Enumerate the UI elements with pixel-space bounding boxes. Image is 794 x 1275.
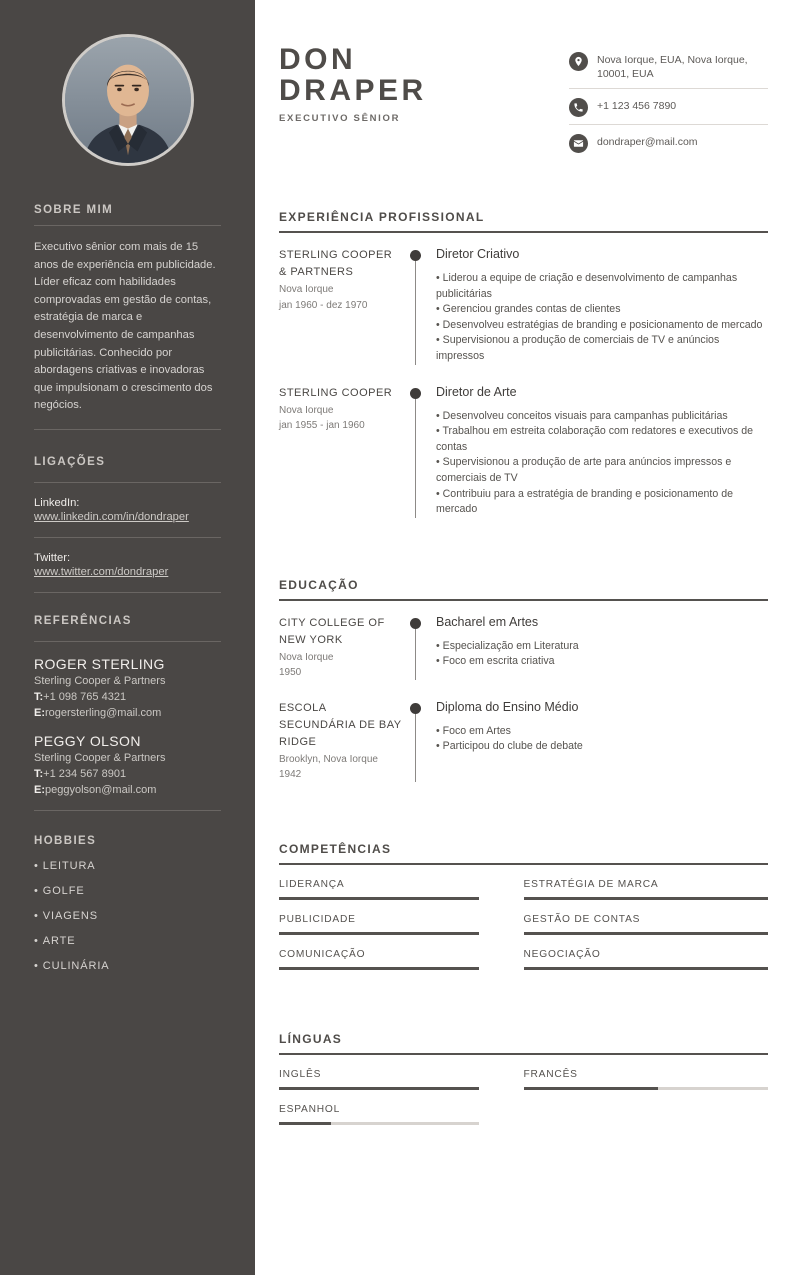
entry-title: Diploma do Ensino Médio	[436, 699, 579, 714]
contact-email	[569, 134, 768, 160]
bullet-icon: •	[34, 934, 39, 947]
entry-meta	[279, 615, 415, 680]
last-name: DRAPER	[279, 74, 427, 107]
entry-body	[415, 385, 768, 518]
contact-phone-text: +1 123 456 7890	[597, 100, 677, 112]
experience-entry	[279, 385, 768, 538]
skill-bar	[279, 897, 479, 900]
phone-label: T:	[34, 767, 44, 780]
timeline-rail	[415, 389, 416, 518]
bullet-icon: •	[34, 859, 39, 872]
entry-body	[415, 247, 768, 365]
hobby-label: ARTE	[42, 934, 76, 947]
hobby-item	[34, 960, 221, 972]
link-label: Twitter:	[34, 551, 71, 564]
divider	[34, 810, 221, 811]
envelope-icon	[569, 134, 588, 153]
divider	[34, 537, 221, 538]
entry-body	[415, 615, 768, 680]
entry-dates: 1950	[279, 667, 302, 679]
languages-section	[279, 1032, 768, 1139]
experience-entry	[279, 247, 768, 385]
experience-timeline	[279, 247, 768, 538]
skill-item	[524, 914, 769, 935]
skill-bar-fill	[524, 967, 769, 970]
language-bar	[279, 1122, 479, 1125]
reference-email	[34, 784, 221, 796]
reference-item	[34, 656, 221, 719]
main-content	[255, 0, 794, 1275]
hobby-item	[34, 935, 221, 947]
entry-body	[415, 700, 768, 782]
hobby-item	[34, 910, 221, 922]
divider	[34, 482, 221, 483]
entry-title: Diretor de Arte	[436, 384, 517, 399]
phone-icon	[569, 98, 588, 117]
language-item	[279, 1104, 524, 1125]
entry-location: Nova Iorque	[279, 404, 334, 416]
language-item	[524, 1069, 769, 1090]
skill-label: PUBLICIDADE	[279, 913, 356, 925]
phone-value: +1 234 567 8901	[43, 767, 127, 780]
hobby-item	[34, 885, 221, 897]
entry-organization: STERLING COOPER & PARTNERS	[279, 249, 393, 278]
skill-item	[279, 879, 524, 900]
contact-email-text: dondraper@mail.com	[597, 136, 698, 148]
entry-bullets	[436, 639, 768, 670]
reference-phone	[34, 691, 221, 703]
bullet-line: • Foco em escrita criativa	[436, 655, 555, 668]
skill-bar-fill	[279, 897, 479, 900]
hobby-label: VIAGENS	[42, 909, 98, 922]
skill-bar-fill	[279, 932, 479, 935]
about-text: Executivo sênior com mais de 15 anos de experiência em publicidade. Líder eficaz com habilidades comprovadas em gestão de contas, estratégia de marca e desenvolvimento de campanhas publicitárias. Conhecido por abordagens criativas e inovadoras que impulsionam o crescimento dos negócios.	[34, 239, 221, 430]
email-label: E:	[34, 706, 45, 719]
bullet-line: • Participou do clube de debate	[436, 740, 583, 753]
timeline-dot-icon	[410, 703, 421, 714]
education-heading: EDUCAÇÃO	[279, 578, 768, 601]
entry-title: Bacharel em Artes	[436, 614, 539, 629]
bullet-icon: •	[34, 909, 39, 922]
skill-item	[279, 914, 524, 935]
skill-bar	[279, 967, 479, 970]
language-label: FRANCÊS	[523, 1068, 578, 1080]
skill-bar	[524, 967, 769, 970]
hobbies-heading: HOBBIES	[34, 834, 97, 847]
language-bar-fill	[524, 1087, 658, 1090]
reference-email	[34, 707, 221, 719]
skill-bar-fill	[279, 967, 479, 970]
link-label: LinkedIn:	[34, 496, 80, 509]
hobby-label: LEITURA	[42, 859, 96, 872]
link-url[interactable]: www.linkedin.com/in/dondraper	[34, 510, 189, 523]
avatar-wrap	[34, 0, 221, 166]
bullet-icon: •	[34, 884, 39, 897]
email-label: E:	[34, 783, 45, 796]
skill-label: ESTRATÉGIA DE MARCA	[523, 878, 659, 890]
languages-grid	[279, 1069, 768, 1139]
contact-address-text: Nova Iorque, EUA, Nova Iorque, 10001, EUA	[597, 54, 748, 80]
email-value: rogersterling@mail.com	[45, 706, 162, 719]
education-entry	[279, 700, 768, 802]
bullet-line: • Supervisionou a produção de comerciais de TV e anúncios impressos	[436, 334, 720, 362]
skill-label: NEGOCIAÇÃO	[523, 948, 601, 960]
skill-item	[279, 949, 524, 970]
language-bar	[524, 1087, 769, 1090]
timeline-rail	[415, 251, 416, 365]
education-entry	[279, 615, 768, 700]
bullet-line: • Foco em Artes	[436, 724, 511, 737]
education-section	[279, 578, 768, 802]
skill-bar-fill	[524, 897, 769, 900]
timeline-dot-icon	[410, 250, 421, 261]
entry-meta	[279, 385, 415, 518]
skill-item	[524, 949, 769, 970]
timeline-rail	[415, 704, 416, 782]
skill-bar	[279, 932, 479, 935]
language-label: INGLÊS	[279, 1068, 322, 1080]
language-bar-fill	[279, 1122, 331, 1125]
entry-bullets	[436, 271, 768, 365]
bullet-line: • Especialização em Literatura	[436, 639, 579, 652]
education-timeline	[279, 615, 768, 802]
bullet-icon: •	[34, 959, 39, 972]
entry-bullets	[436, 409, 768, 518]
job-role: EXECUTIVO SÊNIOR	[279, 113, 401, 124]
experience-section	[279, 210, 768, 538]
header	[279, 0, 768, 169]
bullet-line: • Desenvolveu estratégias de branding e posicionamento de mercado	[436, 318, 763, 331]
email-value: peggyolson@mail.com	[45, 783, 157, 796]
reference-phone	[34, 768, 221, 780]
experience-heading: EXPERIÊNCIA PROFISSIONAL	[279, 210, 768, 233]
bullet-line: • Supervisionou a produção de arte para anúncios impressos e comerciais de TV	[436, 456, 732, 484]
bullet-line: • Contribuiu para a estratégia de branding e posicionamento de mercado	[436, 487, 733, 516]
skill-label: COMUNICAÇÃO	[279, 948, 366, 960]
sidebar	[0, 0, 255, 1275]
skill-label: GESTÃO DE CONTAS	[523, 913, 641, 925]
contact-address	[569, 52, 768, 89]
entry-dates: jan 1955 - jan 1960	[279, 420, 365, 432]
references-heading: REFERÊNCIAS	[34, 614, 132, 627]
hobby-label: GOLFE	[42, 884, 85, 897]
reference-item	[34, 733, 221, 796]
name-block	[279, 44, 569, 169]
skills-grid	[279, 879, 768, 984]
timeline-dot-icon	[410, 618, 421, 629]
hobby-label: CULINÁRIA	[42, 959, 110, 972]
entry-dates: jan 1960 - dez 1970	[279, 299, 368, 311]
reference-company: Sterling Cooper & Partners	[34, 751, 166, 764]
entry-location: Brooklyn, Nova Iorque	[279, 753, 378, 765]
language-bar	[279, 1087, 479, 1090]
link-linkedin[interactable]	[34, 497, 221, 523]
portrait-illustration	[65, 37, 191, 163]
phone-label: T:	[34, 690, 44, 703]
bullet-line: • Desenvolveu conceitos visuais para campanhas publicitárias	[436, 409, 728, 422]
reference-name: ROGER STERLING	[34, 655, 165, 672]
hobby-item	[34, 860, 221, 872]
timeline-dot-icon	[410, 388, 421, 399]
phone-value: +1 098 765 4321	[43, 690, 127, 703]
skill-item	[524, 879, 769, 900]
divider	[34, 641, 221, 642]
entry-bullets	[436, 724, 768, 755]
skill-bar-fill	[524, 932, 769, 935]
language-bar-fill	[279, 1087, 479, 1090]
links-heading: LIGAÇÕES	[34, 455, 106, 468]
language-item	[279, 1069, 524, 1090]
bullet-line: • Trabalhou em estreita colaboração com redatores e executivos de contas	[436, 425, 753, 453]
avatar	[62, 34, 194, 166]
bullet-line: • Liderou a equipe de criação e desenvolvimento de campanhas publicitárias	[436, 272, 738, 300]
skill-label: LIDERANÇA	[279, 878, 345, 890]
contact-phone	[569, 98, 768, 125]
bullet-line: • Gerenciou grandes contas de clientes	[436, 303, 621, 316]
entry-organization: CITY COLLEGE OF NEW YORK	[279, 616, 385, 646]
entry-organization: ESCOLA SECUNDÁRIA DE BAY RIDGE	[279, 701, 402, 748]
entry-location: Nova Iorque	[279, 651, 334, 663]
contact-list	[569, 44, 768, 169]
link-twitter[interactable]	[34, 552, 221, 578]
skills-section	[279, 842, 768, 984]
entry-title: Diretor Criativo	[436, 247, 520, 261]
first-name: DON	[279, 43, 357, 76]
skill-bar	[524, 897, 769, 900]
skill-bar	[524, 932, 769, 935]
location-pin-icon	[569, 52, 588, 71]
divider	[34, 592, 221, 593]
reference-company: Sterling Cooper & Partners	[34, 674, 166, 687]
entry-meta	[279, 247, 415, 365]
entry-meta	[279, 700, 415, 782]
link-url[interactable]: www.twitter.com/dondraper	[34, 565, 169, 578]
entry-location: Nova Iorque	[279, 284, 334, 295]
reference-name: PEGGY OLSON	[34, 732, 141, 749]
entry-dates: 1942	[279, 769, 302, 781]
skills-heading: COMPETÊNCIAS	[279, 842, 768, 865]
language-label: ESPANHOL	[279, 1103, 341, 1115]
about-heading: SOBRE MIM	[34, 204, 221, 226]
languages-heading: LÍNGUAS	[279, 1032, 768, 1055]
entry-organization: STERLING COOPER	[279, 386, 393, 399]
